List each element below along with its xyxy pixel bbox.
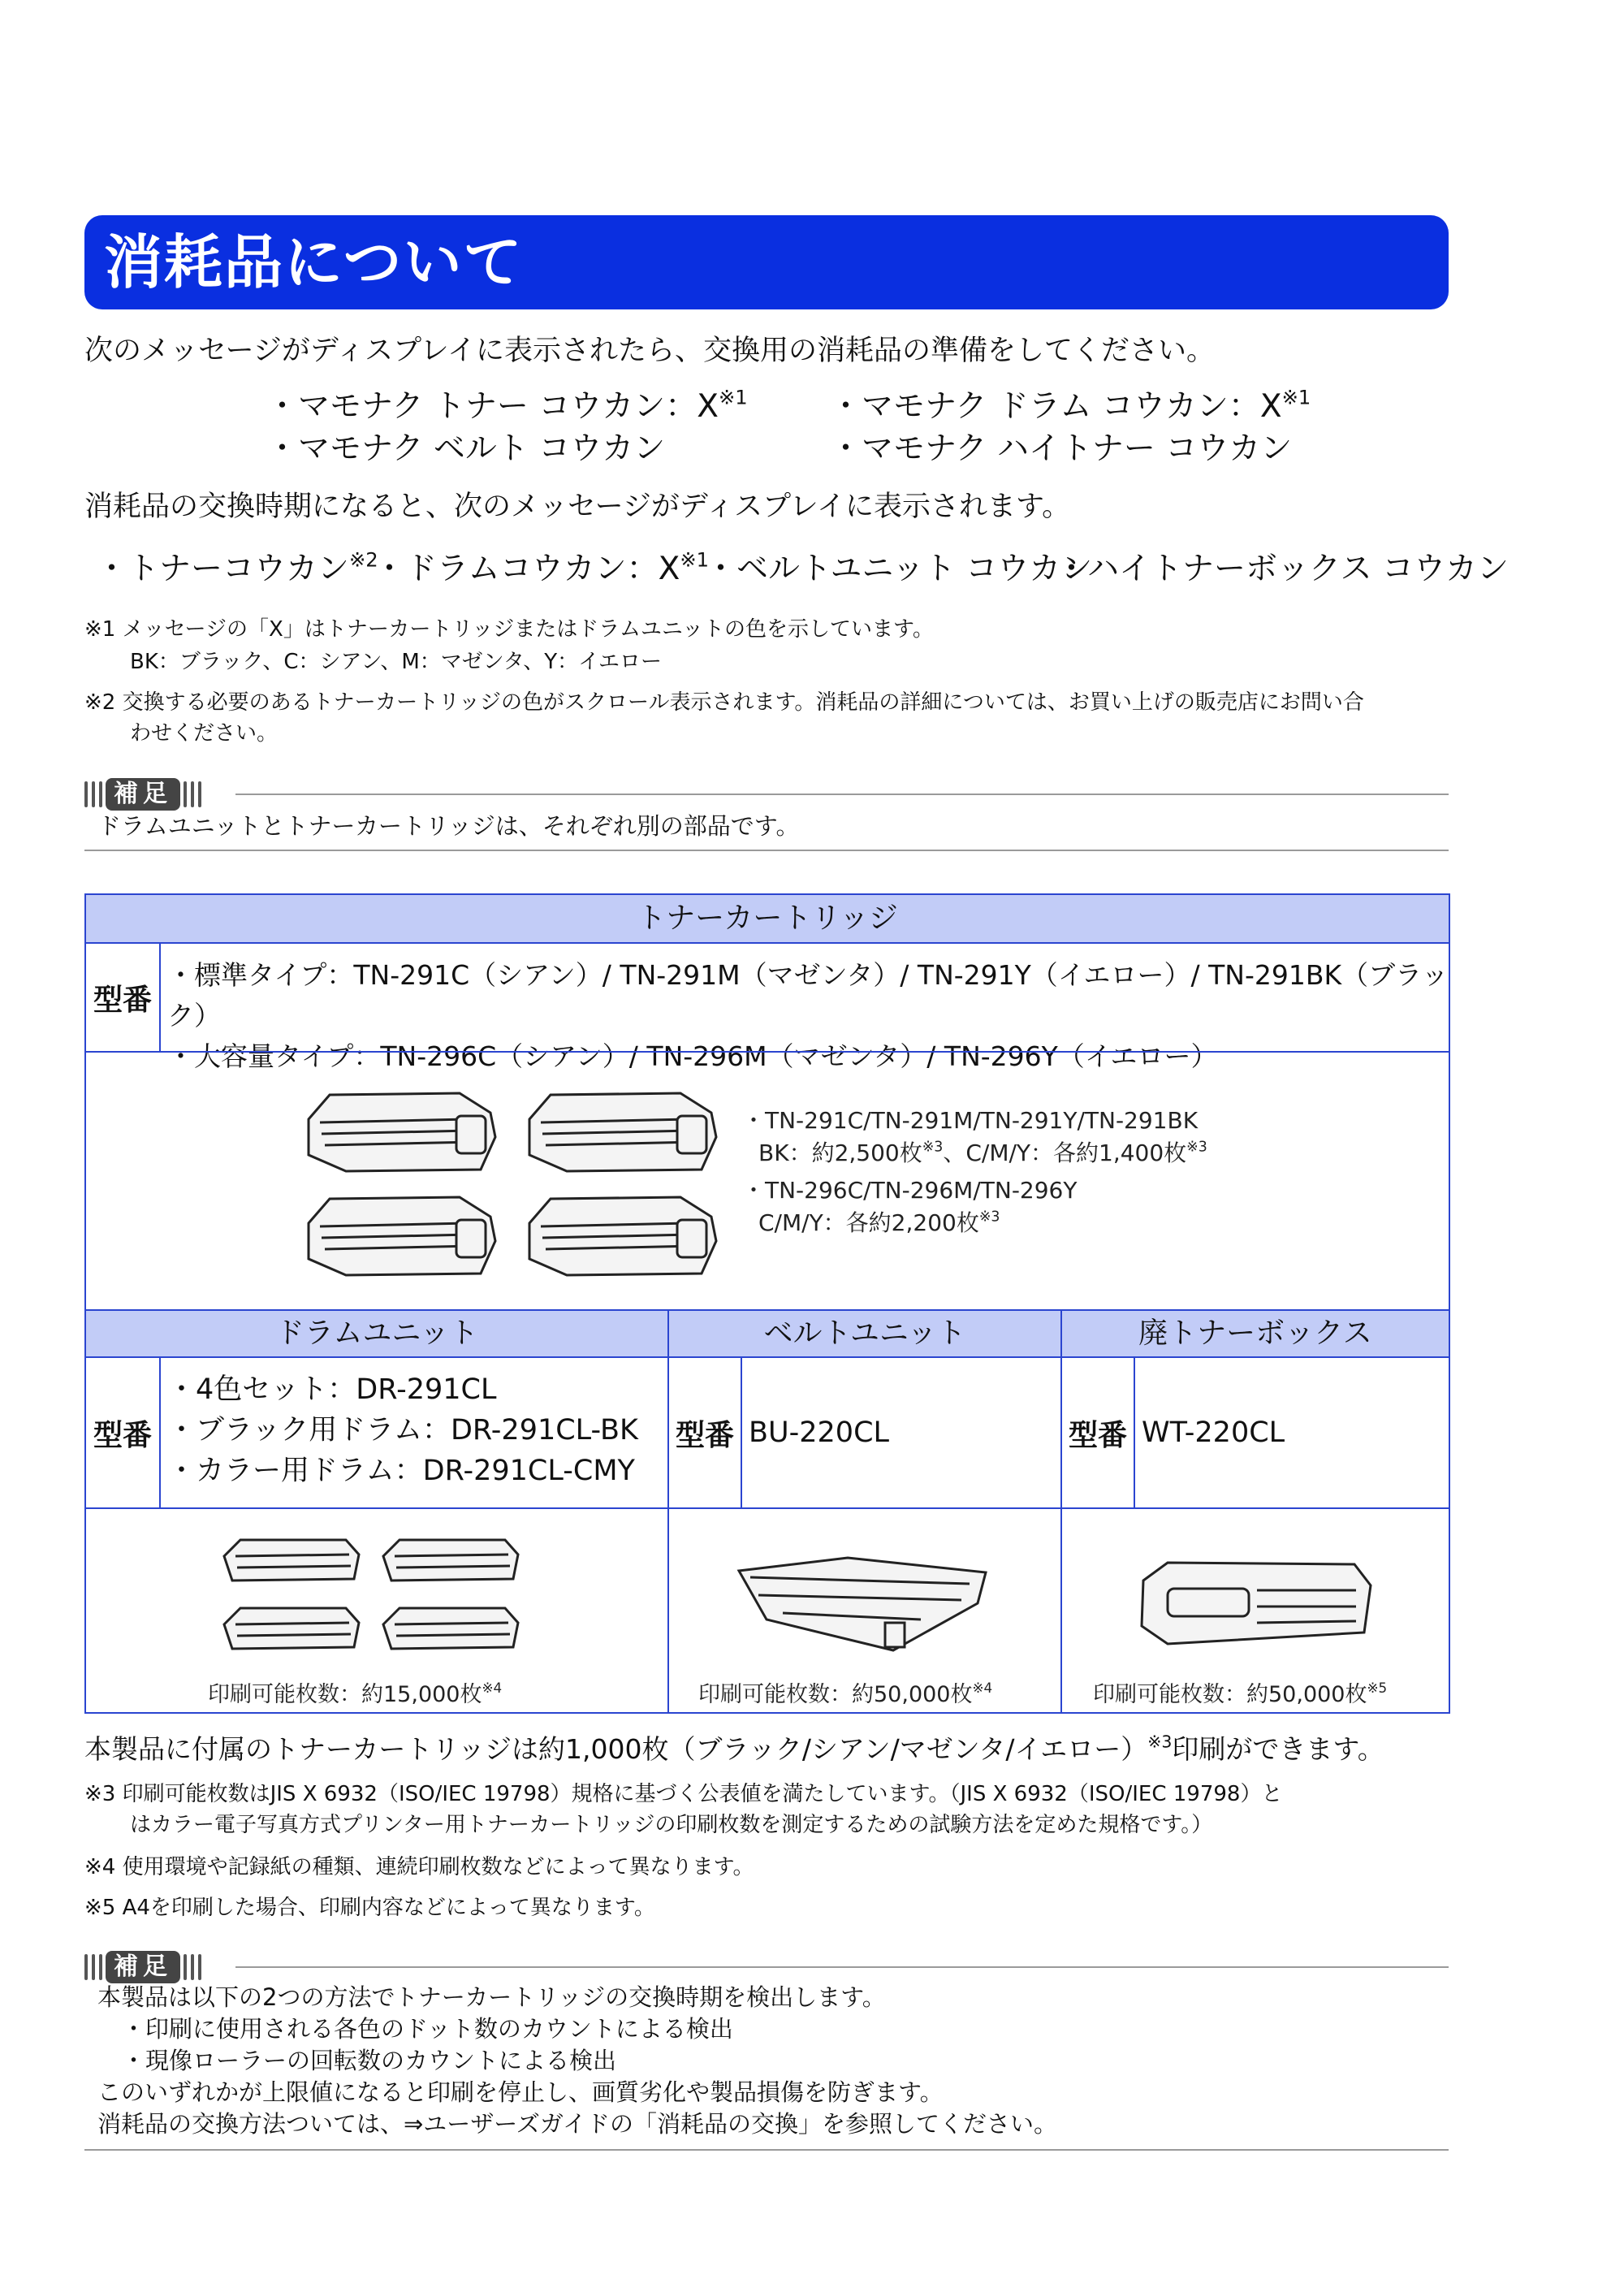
waste-yield-caption: 印刷可能枚数：約50,000枚$^{※5}$ — [1093, 1680, 1388, 1707]
drum-model-label-cell — [86, 1356, 159, 1507]
waste-model: WT-220CL — [1142, 1416, 1285, 1449]
belt-model-label-cell — [667, 1356, 741, 1507]
intro-text-2: 消耗品の交換時期になると、次のメッセージがディスプレイに表示されます。 — [84, 491, 1071, 523]
toner-model-high: ・大容量タイプ：TN-296C（シアン）/ TN-296M（マゼンタ）/ TN-296Y（イエロー） — [167, 1040, 1218, 1072]
hosoku-2-line-4: このいずれかが上限値になると印刷を停止し、画質劣化や製品損傷を防ぎます。 — [97, 2078, 944, 2106]
hosoku-2-line-3: ・現像ローラーの回転数のカウントによる検出 — [122, 2047, 617, 2074]
belt-yield-caption: 印刷可能枚数：約50,000枚$^{※4}$ — [698, 1680, 993, 1707]
toner-spec-high: ・TN-296C/TN-296M/TN-296Y — [742, 1177, 1078, 1204]
toner-spec-high-yield: C/M/Y：各約2,200枚$^{※3}$ — [758, 1209, 1000, 1236]
toner-model-cell — [159, 942, 1449, 1072]
intro-text-1: 次のメッセージがディスプレイに表示されたら、交換用の消耗品の準備をしてください。 — [84, 335, 1215, 367]
toner-spec-standard: ・TN-291C/TN-291M/TN-291Y/TN-291BK — [742, 1107, 1199, 1134]
drum-unit-illustration-2 — [383, 1540, 518, 1581]
message-drum-replace: ・ドラムコウカン：$X^{※1}$ — [374, 548, 709, 587]
belt-model: BU-220CL — [749, 1416, 890, 1449]
message-toner-soon: ・マモナク トナー コウカン：$X^{※1}$ — [266, 386, 748, 425]
belt-model-label: 型番 — [675, 1418, 734, 1452]
toner-model-label-cell — [86, 942, 159, 1051]
toner-model-label: 型番 — [93, 983, 152, 1017]
drum-model-black: ・ブラック用ドラム：DR-291CL-BK — [167, 1414, 638, 1447]
hosoku-divider-bottom — [84, 850, 1449, 851]
hosoku-label-2: 補足 — [106, 1951, 180, 1983]
note-4: ※4 使用環境や記録紙の種類、連続印刷枚数などによって異なります。 — [84, 1855, 754, 1879]
toner-cartridge-illustration-2 — [529, 1093, 716, 1171]
drum-unit-illustration-1 — [224, 1540, 359, 1581]
drum-model-set: ・4色セット：DR-291CL — [167, 1373, 497, 1406]
note-2: ※2 交換する必要のあるトナーカートリッジの色がスクロール表示されます。消耗品の詳細については、お買い上げの販売店にお問い合 — [84, 690, 1364, 715]
belt-unit-image — [734, 1555, 994, 1660]
hosoku-badge-1 — [84, 778, 201, 811]
drum-yield-caption: 印刷可能枚数：約15,000枚$^{※4}$ — [208, 1680, 503, 1707]
bundled-toner-text: 本製品に付属のトナーカートリッジは約1,000枚（ブラック/シアン/マゼンタ/イエロー）$^{※3}$印刷ができます。 — [84, 1732, 1384, 1765]
drum-model-label: 型番 — [93, 1418, 152, 1452]
message-waste-replace: ・ハイトナーボックス コウカン — [1056, 551, 1510, 587]
hosoku-badge-2 — [84, 1951, 201, 1983]
toner-cartridge-illustration-1 — [309, 1093, 495, 1171]
waste-header: 廃トナーボックス — [1060, 1309, 1449, 1356]
hosoku-2-line-2: ・印刷に使用される各色のドット数のカウントによる検出 — [122, 2015, 733, 2043]
hosoku-text-1: ドラムユニットとトナーカートリッジは、それぞれ別の部品です。 — [97, 812, 800, 840]
hosoku-2-divider-bottom — [84, 2149, 1449, 2151]
drum-header: ドラムユニット — [86, 1309, 667, 1356]
belt-model-cell — [741, 1356, 1060, 1507]
toner-model-standard: ・標準タイプ：TN-291C（シアン）/ TN-291M（マゼンタ）/ TN-291Y（イエロー）/ TN-291BK（ブラック） — [167, 959, 1449, 1031]
hosoku-divider-top — [235, 794, 1449, 795]
toner-spec-standard-yield: BK：約2,500枚$^{※3}$、C/M/Y：各約1,400枚$^{※3}$ — [758, 1139, 1207, 1166]
toner-cartridges-image — [297, 1080, 784, 1288]
message-drum-soon: ・マモナク ドラム コウカン：$X^{※1}$ — [830, 386, 1311, 425]
note-3: ※3 印刷可能枚数はJIS X 6932（ISO/IEC 19798）規格に基づく公表値を満たしています。（JIS X 6932（ISO/IEC 19798）と — [84, 1782, 1283, 1806]
title-bar — [84, 215, 1449, 309]
waste-model-label: 型番 — [1068, 1418, 1127, 1452]
note-3-cont: はカラー電子写真方式プリンター用トナーカートリッジの印刷枚数を測定するための試験方法を定めた規格です。） — [130, 1813, 1213, 1837]
waste-model-label-cell — [1060, 1356, 1134, 1507]
belt-header: ベルトユニット — [667, 1309, 1060, 1356]
drum-units-image — [216, 1532, 541, 1670]
hosoku-label: 補足 — [106, 778, 180, 811]
toner-cartridge-illustration-3 — [309, 1197, 495, 1275]
message-waste-soon: ・マモナク ハイトナー コウカン — [830, 430, 1293, 467]
message-belt-replace: ・ベルトユニット コウカン — [705, 551, 1093, 587]
toner-cartridge-illustration-4 — [529, 1197, 716, 1275]
note-2-cont: わせください。 — [130, 721, 279, 746]
message-belt-soon: ・マモナク ベルト コウカン — [266, 430, 666, 467]
toner-header: トナーカートリッジ — [86, 895, 1449, 942]
note-1: ※1 メッセージの「X」はトナーカートリッジまたはドラムユニットの色を示しています。 — [84, 617, 934, 642]
hosoku-2-divider-top — [235, 1966, 1449, 1968]
drum-unit-illustration-4 — [383, 1608, 518, 1649]
consumables-table — [84, 893, 1450, 1714]
hosoku-2-line-1: 本製品は以下の2つの方法でトナーカートリッジの交換時期を検出します。 — [97, 1983, 886, 2011]
note-5: ※5 A4を印刷した場合、印刷内容などによって異なります。 — [84, 1896, 655, 1920]
drum-image-cell — [86, 1507, 667, 1712]
waste-model-cell — [1134, 1356, 1449, 1507]
waste-box-image — [1135, 1558, 1379, 1655]
belt-image-cell — [667, 1507, 1060, 1712]
page-title: 消耗品について — [104, 228, 524, 296]
drum-model-cell — [159, 1356, 667, 1507]
drum-model-color: ・カラー用ドラム：DR-291CL-CMY — [167, 1455, 635, 1487]
hosoku-2-line-5: 消耗品の交換方法ついては、⇒ユーザーズガイドの「消耗品の交換」を参照してください。 — [97, 2110, 1057, 2138]
drum-unit-illustration-3 — [224, 1608, 359, 1649]
toner-image-cell — [86, 1051, 1449, 1309]
message-toner-replace: ・トナーコウカン$^{※2}$ — [96, 548, 378, 587]
waste-image-cell — [1060, 1507, 1449, 1712]
note-1-detail: BK：ブラック、C：シアン、M：マゼンタ、Y：イエロー — [130, 650, 663, 674]
